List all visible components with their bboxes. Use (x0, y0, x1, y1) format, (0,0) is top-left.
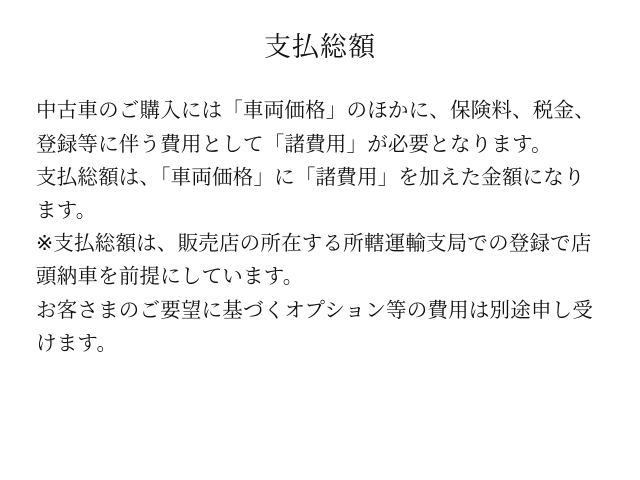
document-body (0, 64, 640, 360)
paragraph-1: 中古車のご購入には「車両価格」のほかに、保険料、税金、登録等に伴う費用として「諸費用」が必要となります。 (36, 98, 595, 156)
paragraph-3: ※支払総額は、販売店の所在する所轄運輸支局での登録で店頭納車を前提にしています。 (36, 231, 592, 289)
paragraph-2: 支払総額は、「車両価格」に「諸費用」を加えた金額になります。 (36, 164, 585, 222)
paragraph-4: お客さまのご要望に基づくオプション等の費用は別途申し受けます。 (36, 297, 594, 355)
page-title: 支払総額 (264, 32, 376, 63)
footer-divider (0, 455, 640, 456)
